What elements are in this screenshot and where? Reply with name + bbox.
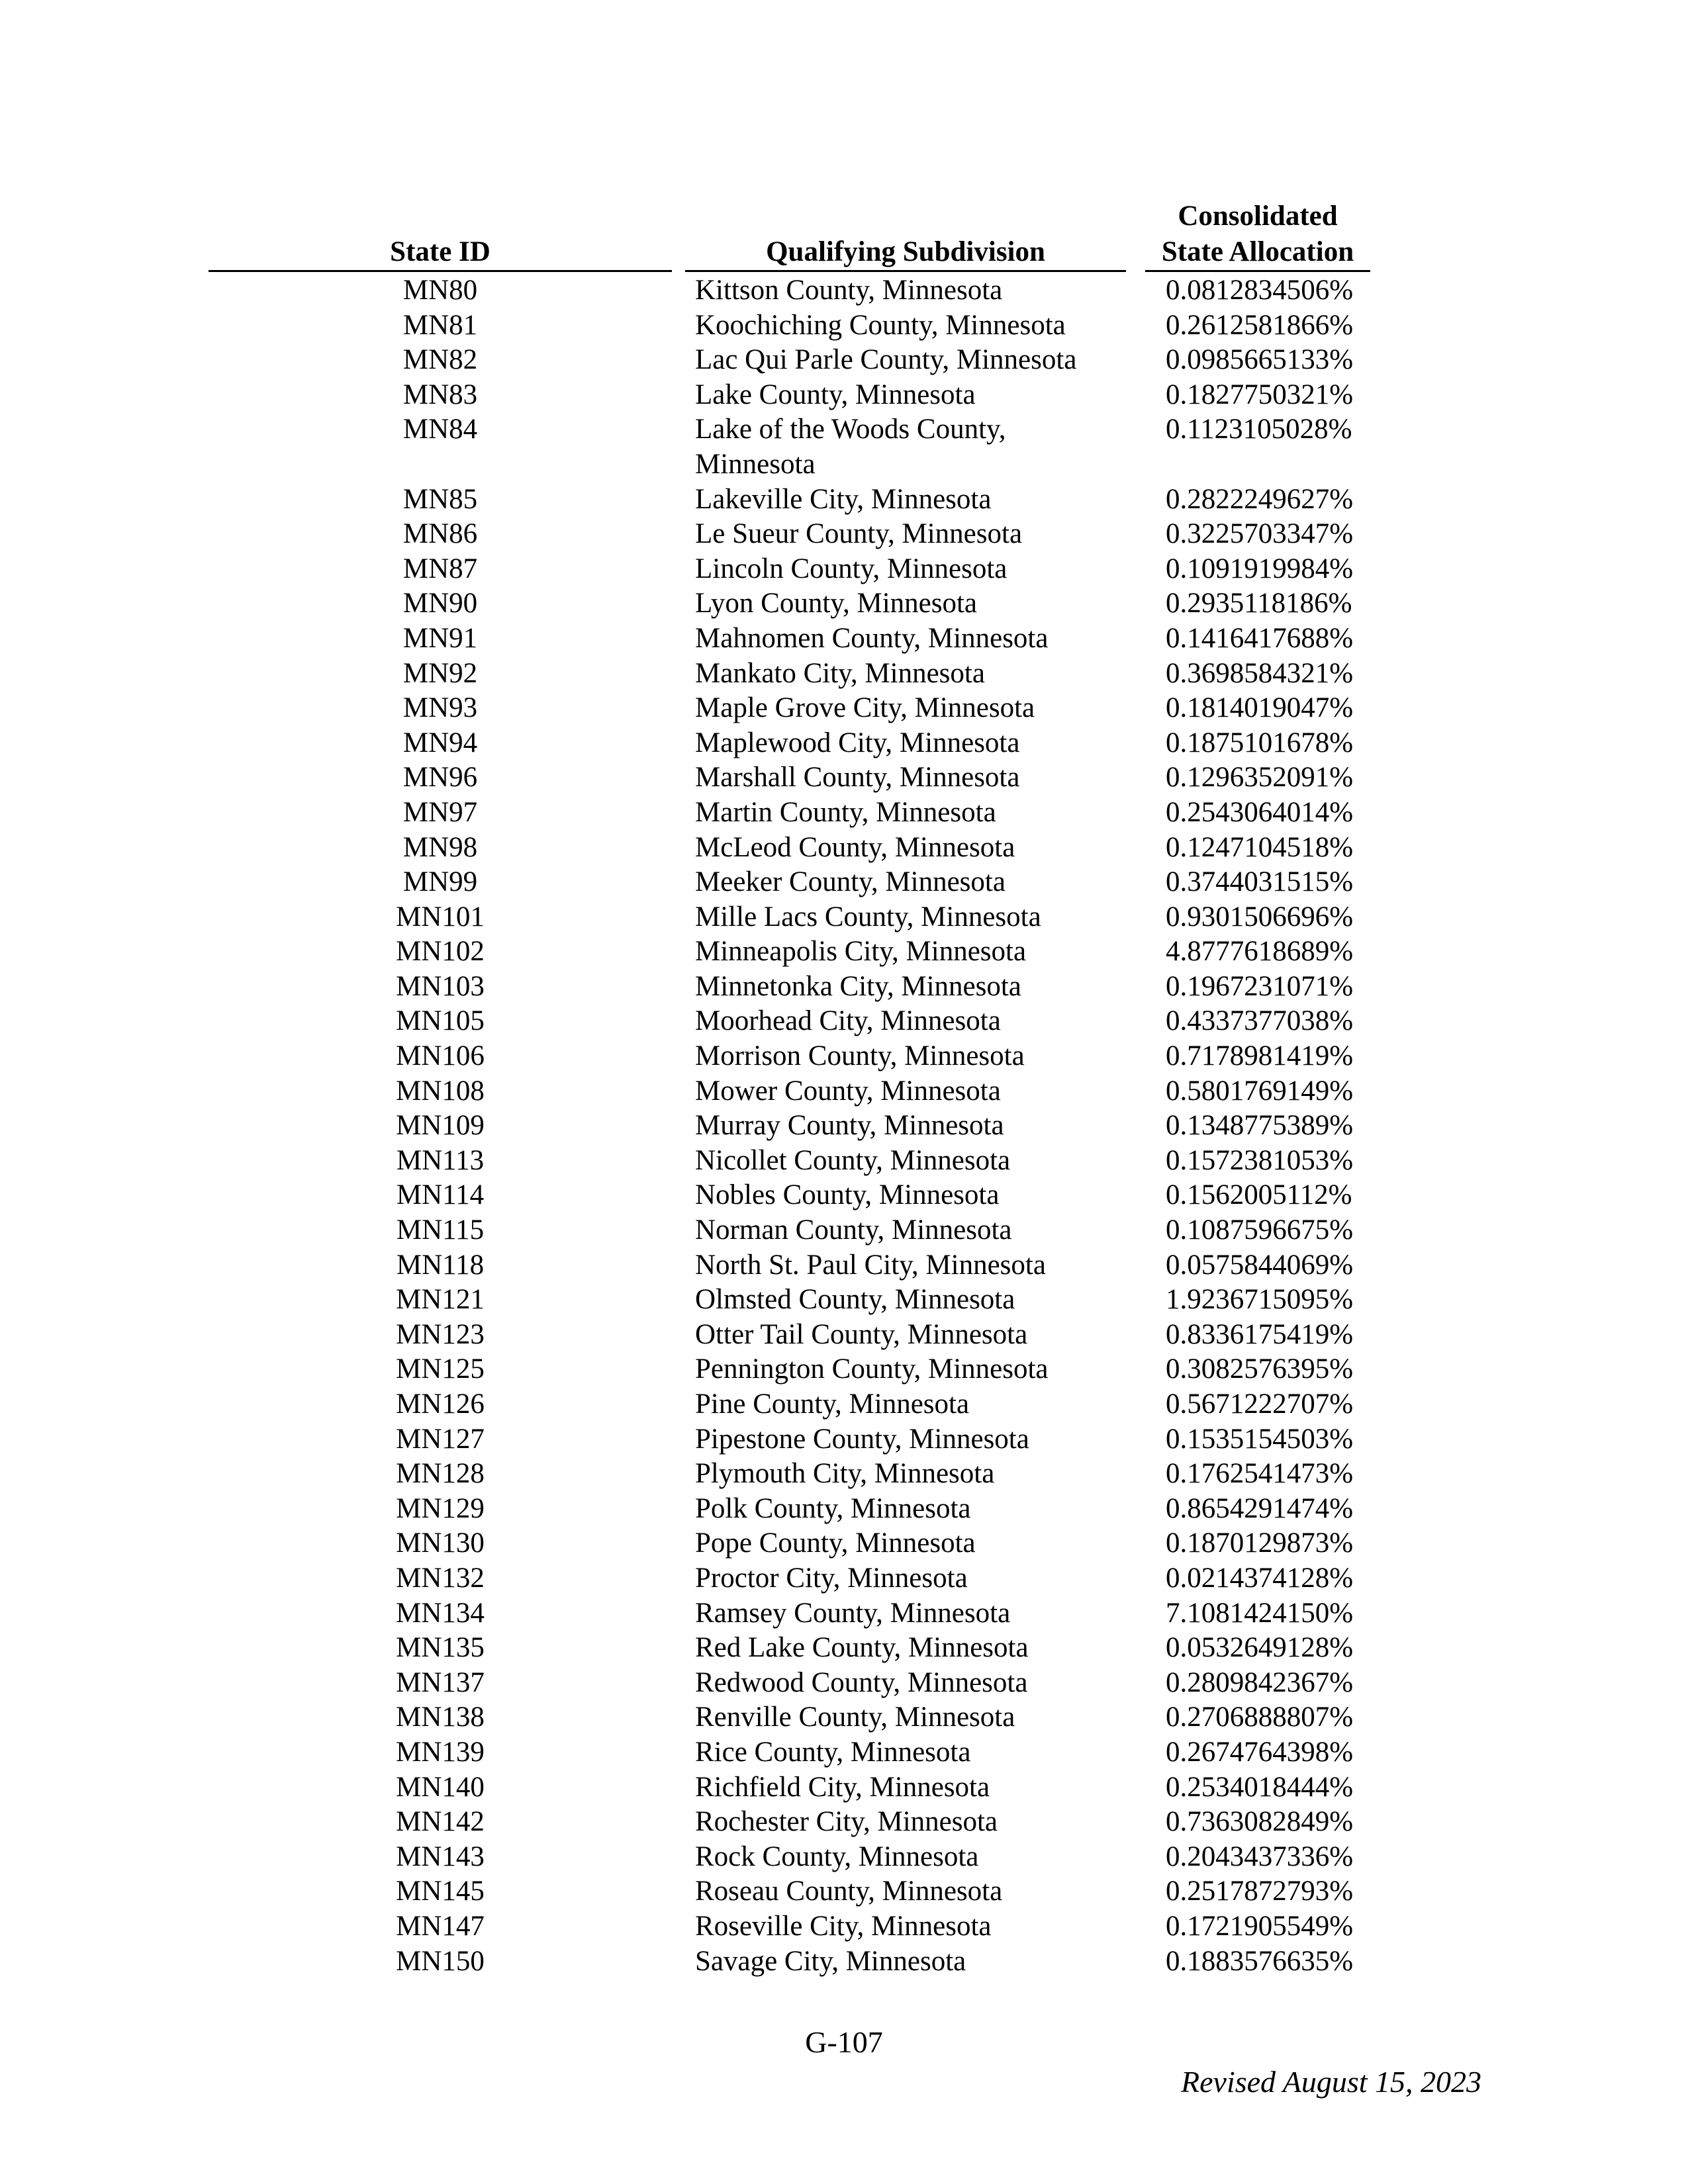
state-id-cell: MN85 (402, 483, 478, 515)
state-id-cell: MN137 (396, 1666, 485, 1698)
state-id-cell: MN127 (396, 1423, 485, 1455)
table-row (0, 273, 1688, 308)
allocation-cell: 0.3698584321% (1166, 657, 1354, 689)
state-id-cell: MN109 (396, 1110, 485, 1142)
allocation-cell: 0.1416417688% (1166, 622, 1354, 654)
table-row (0, 1144, 1688, 1179)
state-id-cell: MN108 (396, 1075, 485, 1107)
table-row (0, 482, 1688, 518)
allocation-cell: 0.9301506696% (1166, 901, 1354, 933)
state-id-cell: MN139 (396, 1736, 485, 1768)
allocation-cell: 0.0532649128% (1166, 1632, 1354, 1664)
table-row (0, 1874, 1688, 1909)
table-row (0, 831, 1688, 866)
header-consolidated-state-allocation (1145, 199, 1370, 270)
table-row (0, 1109, 1688, 1144)
subdivision-cell: Maple Grove City, Minnesota (695, 692, 1035, 724)
state-id-cell: MN147 (396, 1910, 485, 1942)
state-id-cell: MN106 (396, 1040, 485, 1072)
table-row (0, 1004, 1688, 1039)
subdivision-cell: Marshall County, Minnesota (695, 762, 1020, 794)
table-row (0, 552, 1688, 587)
state-id-cell: MN113 (396, 1144, 485, 1176)
allocation-cell: 0.1562005112% (1166, 1179, 1352, 1211)
subdivision-cell: Proctor City, Minnesota (695, 1562, 968, 1594)
allocation-cell: 0.2543064014% (1166, 796, 1354, 828)
state-id-cell: MN97 (402, 796, 478, 828)
allocation-cell: 0.2935118186% (1166, 588, 1352, 619)
subdivision-cell: Roseville City, Minnesota (695, 1910, 992, 1942)
subdivision-cell: Mower County, Minnesota (695, 1075, 1001, 1107)
table-row (0, 1283, 1688, 1318)
subdivision-cell: Minnetonka City, Minnesota (695, 970, 1021, 1002)
allocation-cell: 0.1967231071% (1166, 970, 1354, 1002)
state-id-cell: MN129 (396, 1492, 485, 1524)
table-row (0, 934, 1688, 970)
subdivision-cell: Mille Lacs County, Minnesota (695, 901, 1041, 933)
header-allocation-line2: State Allocation (1161, 236, 1354, 267)
table-row (0, 412, 1688, 482)
table-row (0, 586, 1688, 621)
subdivision-cell: Lac Qui Parle County, Minnesota (695, 344, 1077, 376)
table-row (0, 1318, 1688, 1353)
state-id-cell: MN93 (402, 692, 478, 724)
allocation-cell: 0.1123105028% (1166, 414, 1352, 445)
allocation-cell: 0.7178981419% (1166, 1040, 1354, 1072)
subdivision-cell: Polk County, Minnesota (695, 1492, 971, 1524)
state-id-cell: MN87 (402, 553, 478, 584)
state-id-cell: MN86 (402, 518, 478, 550)
table-row (0, 1735, 1688, 1770)
subdivision-cell: Renville County, Minnesota (695, 1702, 1015, 1733)
subdivision-cell: Richfield City, Minnesota (695, 1771, 990, 1803)
subdivision-cell: Koochiching County, Minnesota (695, 309, 1066, 341)
allocation-cell: 0.2534018444% (1166, 1771, 1354, 1803)
table-row (0, 1561, 1688, 1596)
state-id-cell: MN145 (396, 1876, 485, 1907)
table-row (0, 1492, 1688, 1527)
subdivision-cell: Ramsey County, Minnesota (695, 1597, 1011, 1629)
state-id-cell: MN118 (396, 1249, 485, 1281)
subdivision-cell: Norman County, Minnesota (695, 1214, 1012, 1246)
allocation-cell: 0.2517872793% (1166, 1876, 1354, 1907)
allocation-cell: 0.3744031515% (1166, 866, 1354, 898)
revision-date: Revised August 15, 2023 (1181, 2065, 1481, 2099)
state-id-cell: MN90 (402, 588, 478, 619)
table-row (0, 1039, 1688, 1074)
subdivision-cell: Otter Tail County, Minnesota (695, 1318, 1028, 1350)
state-id-cell: MN142 (396, 1806, 485, 1838)
table-header (0, 196, 1688, 273)
state-id-cell: MN132 (396, 1562, 485, 1594)
allocation-cell: 0.8654291474% (1166, 1492, 1354, 1524)
table-row (0, 1457, 1688, 1492)
subdivision-cell: Mahnomen County, Minnesota (695, 622, 1049, 654)
allocation-cell: 0.0575844069% (1166, 1249, 1354, 1281)
table-row (0, 308, 1688, 343)
subdivision-cell: Mankato City, Minnesota (695, 657, 985, 689)
subdivision-cell: Olmsted County, Minnesota (695, 1284, 1015, 1316)
header-rule-state-id (209, 270, 672, 272)
allocation-cell: 0.5671222707% (1166, 1388, 1354, 1420)
subdivision-cell: Rochester City, Minnesota (695, 1806, 998, 1838)
subdivision-cell: Lake of the Woods County, Minnesota (695, 414, 1006, 480)
allocation-cell: 0.4337377038% (1166, 1005, 1354, 1037)
subdivision-cell: Le Sueur County, Minnesota (695, 518, 1023, 550)
table-row (0, 796, 1688, 831)
table-row (0, 343, 1688, 378)
allocation-cell: 1.9236715095% (1166, 1284, 1354, 1316)
table-row (0, 1840, 1688, 1875)
allocation-cell: 0.2043437336% (1166, 1841, 1354, 1872)
allocation-cell: 0.1535154503% (1166, 1423, 1354, 1455)
allocation-cell: 0.2822249627% (1166, 483, 1354, 515)
table-row (0, 760, 1688, 796)
subdivision-cell: Lakeville City, Minnesota (695, 483, 992, 515)
subdivision-cell: Meeker County, Minnesota (695, 866, 1006, 898)
subdivision-cell: Kittson County, Minnesota (695, 275, 1003, 306)
allocation-cell: 0.3082576395% (1166, 1353, 1354, 1385)
subdivision-cell: Lincoln County, Minnesota (695, 553, 1008, 584)
allocation-cell: 0.2674764398% (1166, 1736, 1354, 1768)
header-state-id: State ID (390, 236, 491, 267)
subdivision-cell: Martin County, Minnesota (695, 796, 996, 828)
allocation-cell: 0.0214374128% (1166, 1562, 1354, 1594)
state-id-cell: MN82 (402, 344, 478, 376)
subdivision-cell: Roseau County, Minnesota (695, 1876, 1003, 1907)
state-id-cell: MN80 (402, 275, 478, 306)
table-row (0, 865, 1688, 900)
allocation-cell: 7.1081424150% (1166, 1597, 1354, 1629)
state-id-cell: MN134 (396, 1597, 485, 1629)
allocation-cell: 0.1087596675% (1166, 1214, 1354, 1246)
table-row (0, 726, 1688, 761)
subdivision-cell: Rock County, Minnesota (695, 1841, 979, 1872)
header-qualifying-subdivision: Qualifying Subdivision (766, 236, 1045, 267)
allocation-cell: 0.1762541473% (1166, 1458, 1354, 1490)
state-id-cell: MN115 (396, 1214, 485, 1246)
allocation-cell: 0.2809842367% (1166, 1666, 1354, 1698)
table-row (0, 378, 1688, 413)
state-id-cell: MN98 (402, 831, 478, 863)
table-row (0, 1526, 1688, 1561)
state-id-cell: MN91 (402, 622, 478, 654)
state-id-cell: MN128 (396, 1458, 485, 1490)
table-row (0, 1805, 1688, 1840)
state-id-cell: MN99 (402, 866, 478, 898)
allocation-cell: 0.1827750321% (1166, 379, 1354, 410)
allocation-cell: 0.1875101678% (1166, 727, 1354, 758)
table-row (0, 1596, 1688, 1631)
subdivision-cell: Rice County, Minnesota (695, 1736, 971, 1768)
state-id-cell: MN125 (396, 1353, 485, 1385)
table-row (0, 1944, 1688, 1979)
state-id-cell: MN140 (396, 1771, 485, 1803)
allocation-cell: 0.1247104518% (1166, 831, 1354, 863)
state-id-cell: MN81 (402, 309, 478, 341)
page-number: G-107 (805, 2025, 883, 2059)
subdivision-cell: Red Lake County, Minnesota (695, 1632, 1029, 1664)
table-row (0, 1422, 1688, 1457)
table-row (0, 1700, 1688, 1735)
allocation-cell: 0.1870129873% (1166, 1527, 1354, 1559)
allocation-cell: 0.7363082849% (1166, 1806, 1354, 1838)
state-id-cell: MN83 (402, 379, 478, 410)
state-id-cell: MN103 (396, 970, 485, 1002)
table-row (0, 1631, 1688, 1666)
subdivision-cell: Lyon County, Minnesota (695, 588, 978, 619)
subdivision-cell: Maplewood City, Minnesota (695, 727, 1020, 758)
state-id-cell: MN138 (396, 1702, 485, 1733)
allocation-cell: 0.1296352091% (1166, 762, 1354, 794)
state-id-cell: MN92 (402, 657, 478, 689)
allocation-cell: 0.1814019047% (1166, 692, 1354, 724)
subdivision-cell: Pennington County, Minnesota (695, 1353, 1049, 1385)
allocation-cell: 0.1572381053% (1166, 1144, 1354, 1176)
state-id-cell: MN126 (396, 1388, 485, 1420)
subdivision-cell: Savage City, Minnesota (695, 1945, 966, 1977)
allocation-cell: 0.5801769149% (1166, 1075, 1354, 1107)
table-row (0, 1666, 1688, 1701)
state-id-cell: MN96 (402, 762, 478, 794)
subdivision-cell: McLeod County, Minnesota (695, 831, 1015, 863)
table-row (0, 1213, 1688, 1248)
allocation-cell: 0.3225703347% (1166, 518, 1354, 550)
subdivision-cell: Murray County, Minnesota (695, 1110, 1004, 1142)
header-rule-allocation (1145, 270, 1370, 272)
state-id-cell: MN130 (396, 1527, 485, 1559)
table-row (0, 900, 1688, 935)
table-row (0, 970, 1688, 1005)
table-row (0, 1770, 1688, 1805)
table-row (0, 1178, 1688, 1213)
table-row (0, 1909, 1688, 1944)
allocation-cell: 0.0812834506% (1166, 275, 1354, 306)
header-allocation-line1: Consolidated (1178, 201, 1338, 232)
allocation-cell: 0.1091919984% (1166, 553, 1354, 584)
subdivision-cell: Nicollet County, Minnesota (695, 1144, 1011, 1176)
table-row (0, 1387, 1688, 1422)
table-row (0, 657, 1688, 692)
subdivision-cell: Pine County, Minnesota (695, 1388, 970, 1420)
subdivision-cell: Redwood County, Minnesota (695, 1666, 1028, 1698)
table-row (0, 691, 1688, 726)
state-id-cell: MN121 (396, 1284, 485, 1316)
state-id-cell: MN94 (402, 727, 478, 758)
subdivision-cell: Plymouth City, Minnesota (695, 1458, 995, 1490)
subdivision-cell: Pipestone County, Minnesota (695, 1423, 1029, 1455)
subdivision-cell: Morrison County, Minnesota (695, 1040, 1025, 1072)
allocation-cell: 0.0985665133% (1166, 344, 1354, 376)
state-id-cell: MN143 (396, 1841, 485, 1872)
table-row (0, 1352, 1688, 1387)
subdivision-cell: North St. Paul City, Minnesota (695, 1249, 1046, 1281)
allocation-cell: 0.8336175419% (1166, 1318, 1354, 1350)
state-id-cell: MN84 (402, 414, 478, 445)
state-id-cell: MN105 (396, 1005, 485, 1037)
table-body (0, 273, 1688, 1979)
table-row (0, 621, 1688, 657)
subdivision-cell: Lake County, Minnesota (695, 379, 976, 410)
subdivision-cell: Moorhead City, Minnesota (695, 1005, 1001, 1037)
state-id-cell: MN150 (396, 1945, 485, 1977)
allocation-cell: 0.1883576635% (1166, 1945, 1354, 1977)
table-row (0, 1074, 1688, 1109)
state-id-cell: MN123 (396, 1318, 485, 1350)
subdivision-cell: Nobles County, Minnesota (695, 1179, 1000, 1211)
state-id-cell: MN114 (396, 1179, 485, 1211)
table-row (0, 1248, 1688, 1283)
subdivision-cell: Pope County, Minnesota (695, 1527, 976, 1559)
allocation-cell: 0.1721905549% (1166, 1910, 1354, 1942)
allocation-cell: 0.2706888807% (1166, 1702, 1354, 1733)
allocation-cell: 4.8777618689% (1166, 936, 1354, 968)
subdivision-cell: Minneapolis City, Minnesota (695, 936, 1027, 968)
state-id-cell: MN101 (396, 901, 485, 933)
allocation-cell: 0.2612581866% (1166, 309, 1354, 341)
header-rule-subdivision (685, 270, 1126, 272)
state-id-cell: MN102 (396, 936, 485, 968)
table-row (0, 517, 1688, 552)
state-id-cell: MN135 (396, 1632, 485, 1664)
allocation-cell: 0.1348775389% (1166, 1110, 1354, 1142)
